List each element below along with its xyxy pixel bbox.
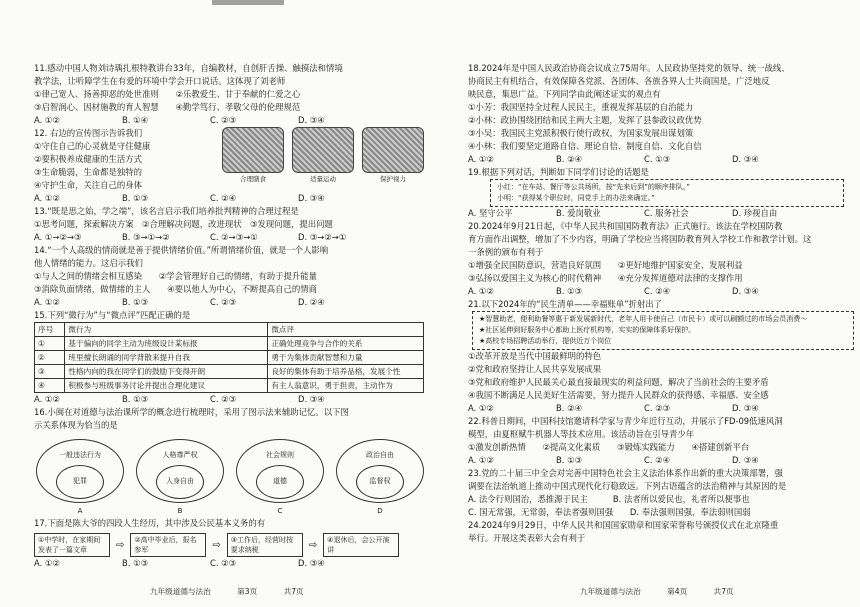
q13-option-c[interactable]: C. ②→③→① bbox=[210, 232, 258, 242]
venn-diagram-d[interactable] bbox=[334, 435, 424, 515]
q12-block bbox=[34, 127, 424, 192]
q21-option-d[interactable]: D. ③④ bbox=[732, 403, 759, 413]
table-cell: 良好的集体有助于培养品格，发展个性 bbox=[268, 365, 424, 379]
q14-line1: 14.“一个人高级的情商就是善于提供情绪价值。”所谓情绪价值，就是一个人影响 bbox=[34, 245, 329, 255]
arrow-right-icon: ⇨ bbox=[212, 539, 221, 551]
q22-line3: ①激发创新热情 ②提高文化素质 ③锻炼实践能力 ④搭建创新平台 bbox=[468, 442, 750, 452]
table-cell: 正确处理竞争与合作的关系 bbox=[268, 337, 424, 351]
q21-options bbox=[468, 402, 853, 415]
dialogue-line: 小红：“在车站、餐厅等公共场所，按“先来后到”的顺序排队。” bbox=[497, 183, 691, 191]
q12-line2: ①守住自己的心灵就是守住健康 bbox=[34, 141, 151, 151]
q17-options bbox=[34, 557, 424, 570]
table-row bbox=[35, 365, 424, 379]
q13-option-a[interactable]: A. ①→②→③ bbox=[34, 232, 82, 242]
venn-inner-label: 人身自由 bbox=[166, 477, 194, 485]
q20-line5: ③弘扬以爱国主义为核心的时代精神 ④充分发挥道德对法律的支撑作用 bbox=[468, 273, 743, 283]
q19-option-b[interactable]: B. 爱岗敬业 bbox=[556, 208, 601, 218]
q12-option-b[interactable]: B. ①③ bbox=[122, 193, 149, 203]
table-row bbox=[35, 379, 424, 393]
q21-option-a[interactable]: A. ①② bbox=[468, 403, 494, 413]
arrow-right-icon: ⇨ bbox=[308, 539, 318, 551]
q22-option-d[interactable]: D. ③④ bbox=[732, 455, 759, 465]
q22-line2: 模型，由夏枢赋牛机器人等技术应用。该活动旨在引导青少年 bbox=[468, 429, 695, 439]
q24-line1: 24.2024年9月29日，中华人民共和国国家勋章和国家荣誉称号颁授仪式在北京隆重 bbox=[468, 520, 779, 530]
news-item: ★智慧助老，便利助餐等惠于新发展新时代，老年人用卡使自己（市民卡）或可以刷额过的市场会员消费～ bbox=[479, 315, 808, 323]
q14-line4: ③消除负面情绪，做情绪的主人 ④要以他人为中心，不断提高自己的情商 bbox=[34, 284, 318, 294]
q20-option-b[interactable]: B. ①③ bbox=[556, 286, 583, 296]
news-item: ★社区延伸到好服务中心都助上医疗机构等，实实的保障体系好保护。 bbox=[479, 326, 696, 334]
venn-outer-label: 社会规则 bbox=[266, 451, 294, 459]
q17-option-d[interactable]: D. ③④ bbox=[298, 558, 325, 568]
table-cell: 勇于为集体贡献智慧和力量 bbox=[268, 351, 424, 365]
q15-line1: 15.下列“微行为”与“微点评”匹配正确的是 bbox=[34, 310, 191, 320]
table-cell: ② bbox=[35, 351, 65, 365]
venn-outer-label: 人格尊严权 bbox=[162, 451, 198, 459]
q15-option-c[interactable]: C. ②③ bbox=[210, 394, 237, 404]
q16-line1: 16.小闽在对道德与法治课所学的概念进行梳理时，采用了图示法来辅助记忆。以下图 bbox=[34, 407, 349, 417]
q11-line3: ①律己宽人、扬善抑恶的处世准则 ②乐教爱生、甘于奉献的仁爱之心 bbox=[34, 89, 301, 99]
eyesight-illustration-image bbox=[362, 127, 424, 173]
q15-option-b[interactable]: B. ①③ bbox=[122, 394, 149, 404]
q18-options bbox=[468, 153, 853, 166]
q21-option-c[interactable]: C. ②③ bbox=[644, 403, 671, 413]
q22-option-c[interactable]: C. ②④ bbox=[644, 455, 671, 465]
flow-step-1: ①中学时，在家期间发表了一篇文章 bbox=[34, 533, 110, 557]
table-cell: ① bbox=[35, 337, 65, 351]
q17-option-c[interactable]: C. ②③ bbox=[210, 558, 237, 568]
table-cell: 有主人翁意识，勇于担责，主动作为 bbox=[268, 379, 424, 393]
q18-line7: ④小林：我们要坚定道路自信、理论自信、制度自信、文化自信 bbox=[468, 141, 702, 151]
q12-pictures bbox=[222, 127, 424, 192]
q18-line1: 18.2024年是中国人民政治协商会议成立75周年。人民政协坚持党的领导、统一战线、 bbox=[468, 63, 790, 73]
q12-options bbox=[34, 192, 424, 205]
flow-step-2: ②高中毕业后，报名参军 bbox=[130, 533, 206, 557]
q14-option-a[interactable]: A. ①② bbox=[34, 297, 60, 307]
q17-line1: 17.下面是陈大爷的四段人生经历，其中涉及公民基本义务的有 bbox=[34, 518, 266, 528]
left-column bbox=[34, 62, 424, 570]
scan-smudge bbox=[212, 0, 284, 5]
q18-option-d[interactable]: D. ③④ bbox=[732, 154, 759, 164]
q14-line3: ①与人之间的情绪会相互感染 ②学会管理好自己的情绪，有助于提升能量 bbox=[34, 271, 318, 281]
news-item: ★高校专场招聘活动举行，提供近万个岗位 bbox=[479, 337, 612, 345]
table-cell: 基于偏向的同学主动为班级设计某标报 bbox=[65, 337, 268, 351]
q21-line1: 21.以下2024年的“民生清单——幸福账单”折射出了 bbox=[468, 299, 663, 309]
venn-letter: C bbox=[277, 507, 283, 515]
q13-option-d[interactable]: D. ③→②→① bbox=[298, 232, 347, 242]
footer-subject: 九年级道德与法治 bbox=[580, 587, 641, 596]
table-cell: ④ bbox=[35, 379, 65, 393]
venn-letter: B bbox=[177, 507, 183, 515]
q21-line3: ②党和政府坚持让人民共享发展成果 bbox=[468, 364, 602, 374]
q11-line2: 教学法，让听障学生在有爱的环境中学会开口说话。这体现了刘老师 bbox=[34, 76, 286, 86]
q22-option-a[interactable]: A. ①② bbox=[468, 455, 494, 465]
diet-illustration-image bbox=[222, 127, 284, 173]
q13-options bbox=[34, 231, 424, 244]
q14-option-d[interactable]: D. ②④ bbox=[298, 297, 325, 307]
exercise-illustration-image bbox=[292, 127, 354, 173]
q12-line1: 12. 右边的宣传图示告诉我们 bbox=[34, 128, 143, 138]
q12-line5: ④守护生命，关注自己的身体 bbox=[34, 180, 143, 190]
q15-option-a[interactable]: A. ①② bbox=[34, 394, 60, 404]
q15-table bbox=[34, 322, 424, 393]
footer-page: 第4页 bbox=[667, 587, 688, 596]
q22-line1: 22.科普日期间，中国科技馆邀请科学家与青少年近行互动，并展示了FD-09低速风洞 bbox=[468, 416, 783, 426]
arrow-right-icon: ⇨ bbox=[116, 539, 125, 551]
q11-options bbox=[34, 114, 424, 127]
q21-line5: ④我国不断满足人民美好生活需要，努力提升人民群众的获得感、幸福感、安全感 bbox=[468, 390, 769, 400]
table-cell: 性格内向的我在同学们的鼓励下变得开朗 bbox=[65, 365, 268, 379]
q22-options bbox=[468, 454, 853, 467]
venn-letter: D bbox=[377, 507, 383, 515]
q23-line4: C. 国无常强，无常弱，奉法者强则国强 D. 奉法强则国强，奉法弱则国弱 bbox=[468, 507, 751, 517]
flow-step-4: ④退休后，会公开演讲 bbox=[323, 533, 399, 557]
q14-option-b[interactable]: B. ①③ bbox=[122, 297, 149, 307]
q21-line4: ③党和政府维护人民最关心最直接最现实的利益问题，解决了当前社会的主要矛盾 bbox=[468, 377, 769, 387]
q17-flowchart bbox=[34, 533, 424, 557]
table-header: 微行为 bbox=[65, 323, 268, 337]
q15-option-d[interactable]: D. ③④ bbox=[298, 394, 325, 404]
right-column bbox=[468, 62, 853, 545]
q24-line2: 举行。开展这类表彰大会有利于 bbox=[468, 533, 586, 543]
q22-option-b[interactable]: B. ①③ bbox=[556, 455, 583, 465]
venn-letter: A bbox=[77, 507, 83, 515]
table-cell: ③ bbox=[35, 365, 65, 379]
q11-line4: ③启智润心、因材施教的育人智慧 ④勤学笃行、孝敬父母的伦理规范 bbox=[34, 102, 301, 112]
venn-inner-label: 犯罪 bbox=[73, 477, 87, 485]
q12-option-d[interactable]: D. ③④ bbox=[298, 193, 325, 203]
q11-option-b[interactable]: B. ①④ bbox=[122, 115, 149, 125]
flow-step-3: ③工作后，经营时按要求纳税 bbox=[227, 533, 303, 557]
q12-option-c[interactable]: C. ②④ bbox=[210, 193, 237, 203]
q11-option-c[interactable]: C. ②③ bbox=[210, 115, 237, 125]
q12-line3: ②要积极养成健康的生活方式 bbox=[34, 154, 143, 164]
q12-pic-label-1: 合理膳食 bbox=[240, 175, 266, 183]
q20-options bbox=[468, 285, 853, 298]
venn-diagram-b[interactable] bbox=[134, 435, 224, 515]
venn-outer-label: 政治自由 bbox=[366, 451, 394, 459]
q21-option-b[interactable]: B. ②④ bbox=[556, 403, 583, 413]
venn-inner-label: 道德 bbox=[273, 477, 287, 485]
q23-line1: 23.党的二十届三中全会对完善中国特色社会主义法治体系作出新的重大决策部署，强 bbox=[468, 468, 783, 478]
q19-option-d[interactable]: D. 珍视自由 bbox=[732, 208, 778, 218]
q20-line4: ①增强全民国防意识，营造良好氛围 ②更好地维护国家安全、发展利益 bbox=[468, 260, 743, 270]
venn-diagram-c[interactable] bbox=[234, 435, 324, 515]
page-footer bbox=[580, 586, 758, 597]
q11-line1: 11.感动中国人物刘诗瑀扎根特教讲台33年，自编教材，自创肝舌操、触摸法和情境 bbox=[34, 63, 343, 73]
footer-page: 第3页 bbox=[237, 587, 258, 596]
q11-option-d[interactable]: D. ③④ bbox=[298, 115, 325, 125]
q18-line5: ②小林：政协围绕团结和民主两大主题，发挥了县参政议政优势 bbox=[468, 115, 702, 125]
q20-line2: 育方面作出调整，增加了不少内容，明确了学校应当将国防教育列入学校工作和教学计划。这 bbox=[468, 234, 812, 244]
dialogue-line: 小明：“获得某个职位时，同党手上的办法来确定。” bbox=[497, 194, 655, 202]
table-header-row bbox=[35, 323, 424, 337]
venn-outer-label: 一般违法行为 bbox=[59, 451, 101, 459]
table-row bbox=[35, 351, 424, 365]
q12-pic-label-3: 保护视力 bbox=[380, 175, 406, 183]
q12-line4: ③生命脆弱，生命都是独特的 bbox=[34, 167, 143, 177]
q20-line3: 一条例的颁布有利于 bbox=[468, 247, 544, 257]
footer-total: 共7页 bbox=[713, 587, 734, 596]
q23-line2: 调要在法治轨道上推动中国式现代化行稳致远。下列古语蕴含的法治精神与其原因的是 bbox=[468, 481, 787, 491]
table-header: 序号 bbox=[35, 323, 65, 337]
q11-option-a[interactable]: A. ①② bbox=[34, 115, 60, 125]
venn-diagram-a[interactable] bbox=[34, 435, 124, 515]
q18-option-c[interactable]: C. ①③ bbox=[644, 154, 671, 164]
q15-options bbox=[34, 393, 424, 406]
q18-option-a[interactable]: A. ①② bbox=[468, 154, 494, 164]
q20-option-c[interactable]: C. ②④ bbox=[644, 286, 671, 296]
q13-line2: ①思考问题，探索解决方案 ②合理解决问题，改进现状 ③发现问题，提出问题 bbox=[34, 219, 333, 229]
q21-line2: ①改革开放是当代中国最鲜明的特色 bbox=[468, 351, 602, 361]
q20-option-a[interactable]: A. ①② bbox=[468, 286, 494, 296]
q20-line1: 20.2024年9月21日起，《中华人民共和国国防教育法》正式施行。该法在学校国防教 bbox=[468, 221, 783, 231]
right-page bbox=[430, 0, 860, 607]
q14-options bbox=[34, 296, 424, 309]
q12-option-a[interactable]: A. ①② bbox=[34, 193, 60, 203]
q16-venn-diagrams bbox=[34, 435, 424, 515]
q13-line1: 13.“既是思之始，学之端”，该名言启示我们培养批判精神的合理过程是 bbox=[34, 206, 299, 216]
q18-line3: 映民意，集思广益。下列同学由此阐述证实的观点有 bbox=[468, 89, 661, 99]
page-footer bbox=[150, 586, 328, 597]
q17-option-a[interactable]: A. ①② bbox=[34, 558, 60, 568]
q17-option-b[interactable]: B. ①③ bbox=[122, 558, 149, 568]
footer-total: 共7页 bbox=[283, 587, 304, 596]
q19-option-a[interactable]: A. 坚守公平 bbox=[468, 208, 513, 218]
q18-option-b[interactable]: B. ②④ bbox=[556, 154, 583, 164]
q20-option-d[interactable]: D. ③④ bbox=[732, 286, 759, 296]
q14-option-c[interactable]: C. ②③ bbox=[210, 297, 237, 307]
q19-option-c[interactable]: C. 服务社会 bbox=[644, 208, 689, 218]
table-row bbox=[35, 337, 424, 351]
q13-option-b[interactable]: B. ③→①→② bbox=[122, 232, 170, 242]
table-cell: 班里擅长朗诵的同学背散来提升自我 bbox=[65, 351, 268, 365]
venn-inner-label: 监督权 bbox=[369, 477, 391, 485]
q21-news-box bbox=[472, 311, 854, 350]
q19-dialogue-box bbox=[490, 179, 844, 207]
q18-line6: ③小吴：我国民主党派积极行使行政权，为国家发展出谋划策 bbox=[468, 128, 694, 138]
q19-options bbox=[468, 207, 853, 220]
q12-pic-label-2: 适量运动 bbox=[310, 175, 336, 183]
q14-line2: 他人情绪的能力。这启示我们 bbox=[34, 258, 143, 268]
table-cell: 积极参与班级事务讨论并提出合理化建议 bbox=[65, 379, 268, 393]
q23-line3: A. 法令行则国治，悉推源于民主 B. 法者所以爱民也，礼者所以便事也 bbox=[468, 494, 750, 504]
q18-line2: 协商民主有机结合，有效保障各党派、各团体、各族各界人士共商国是，广泛地反 bbox=[468, 76, 770, 86]
q19-line1: 19.根据下列对话，判断如下同学们讨论的话题是 bbox=[468, 167, 649, 177]
footer-subject: 九年级道德与法治 bbox=[150, 587, 211, 596]
q16-line2: 示关系体现为恰当的是 bbox=[34, 420, 118, 430]
q18-line4: ①小芳：我国坚持全过程人民民主，重视发挥基层的自治能力 bbox=[468, 102, 694, 112]
table-header: 微点评 bbox=[268, 323, 424, 337]
